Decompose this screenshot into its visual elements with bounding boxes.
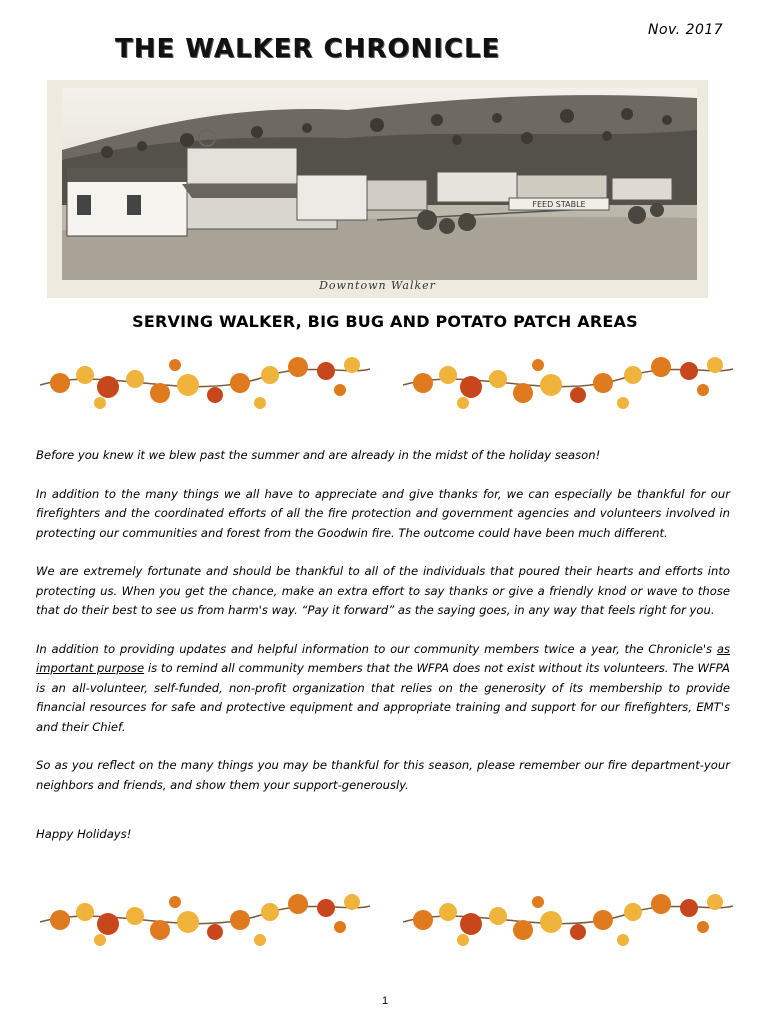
autumn-leaves-garland xyxy=(393,345,738,420)
underlined-phrase: as important purpose xyxy=(36,641,730,675)
newsletter-title: THE WALKER CHRONICLE xyxy=(115,34,501,64)
paragraph-reflect: So as you reflect on the many things you may be thankful for this season, please remember our fire department-your neighbors and friends, and show them your support-generously. xyxy=(36,758,730,792)
paragraph-purpose xyxy=(36,640,730,738)
downtown-walker-photo xyxy=(47,80,708,298)
page-number: 1 xyxy=(381,995,389,1007)
closing-greeting: Happy Holidays! xyxy=(36,827,132,841)
autumn-leaves-garland xyxy=(30,882,375,957)
autumn-leaves-garland xyxy=(30,345,375,420)
paragraph-purpose-end: is to remind all community members that the WFPA does not exist without its volunteers. The WFPA is an all-volunteer, self-funded, non-profit organization that relies on the generosity of its membership to provide financial resources for safe and protective equipment and appropriate training and support for our firefighters, EMT's and their Chief. xyxy=(36,661,730,734)
paragraph-intro: Before you knew it we blew past the summer and are already in the midst of the holiday season! xyxy=(36,448,601,462)
paragraph-thanks: We are extremely fortunate and should be thankful to all of the individuals that poured their hearts and efforts into protecting us. When you get the chance, make an extra effort to say thanks or give a friendly knod or wave to those that do their best to see us from harm's way. “Pay it forward” as the saying goes, in any way that feels right for you. xyxy=(36,564,730,617)
paragraph-purpose-start: In addition to providing updates and helpful information to our community members twice a year, the Chronicle's xyxy=(36,641,717,656)
paragraph-firefighters: In addition to the many things we all have to appreciate and give thanks for, we can especially be thankful for our firefighters and the coordinated efforts of all the fire protection and government agencies and volunteers involved in protecting our communities and forest from the Goodwin fire. The outcome could have been much different. xyxy=(36,486,730,540)
photo-caption: Downtown Walker xyxy=(319,279,436,292)
article-body xyxy=(36,446,730,864)
subtitle: SERVING WALKER, BIG BUG AND POTATO PATCH AREAS xyxy=(132,312,638,331)
autumn-leaves-garland xyxy=(393,882,738,957)
feed-stable-sign: FEED STABLE xyxy=(532,200,586,209)
issue-date: Nov. 2017 xyxy=(648,22,724,38)
